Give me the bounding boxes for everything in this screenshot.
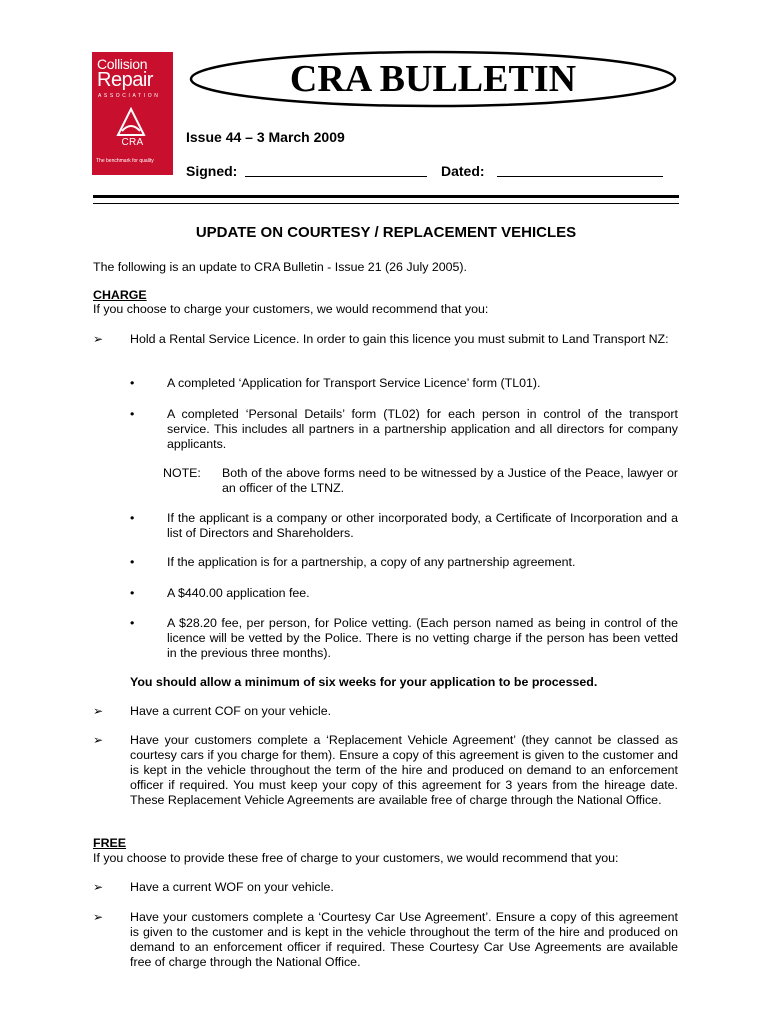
bullet-icon: • bbox=[130, 407, 135, 421]
bullet-icon: • bbox=[130, 376, 135, 390]
arrow-bullet-icon: ➢ bbox=[93, 332, 104, 346]
charge-sub-1: A completed ‘Application for Transport Service Licence’ form (TL01). bbox=[167, 376, 541, 390]
dated-label: Dated: bbox=[441, 163, 485, 179]
charge-sub-6: A $28.20 fee, per person, for Police vetting. (Each person named as being in control of the licence will be vetted by the Police. There is no vetting charge if the person has been vetted in the previous three months). bbox=[167, 616, 678, 660]
logo-line-2: Repair bbox=[97, 69, 153, 91]
charge-sub-5: A $440.00 application fee. bbox=[167, 586, 310, 600]
triangle-logo-icon bbox=[116, 107, 146, 137]
bullet-icon: • bbox=[130, 555, 135, 569]
free-item-1: Have a current WOF on your vehicle. bbox=[130, 880, 334, 894]
charge-sub-3: If the applicant is a company or other incorporated body, a Certificate of Incorporation and a list of Directors and Shareholders. bbox=[167, 511, 678, 540]
signed-label: Signed: bbox=[186, 163, 238, 179]
free-heading: FREE bbox=[93, 836, 127, 850]
logo-tagline: The benchmark for quality bbox=[96, 158, 154, 164]
charge-item-1: Hold a Rental Service Licence. In order to gain this licence you must submit to Land Transport NZ: bbox=[130, 332, 669, 346]
charge-lead: If you choose to charge your customers, we would recommend that you: bbox=[93, 302, 489, 316]
bullet-icon: • bbox=[130, 616, 135, 630]
arrow-bullet-icon: ➢ bbox=[93, 880, 104, 894]
bulletin-title: CRA BULLETIN bbox=[289, 58, 577, 100]
bullet-icon: • bbox=[130, 586, 135, 600]
signed-field[interactable] bbox=[245, 176, 427, 177]
charge-heading: CHARGE bbox=[93, 288, 147, 302]
charge-sub-4: If the application is for a partnership, a copy of any partnership agreement. bbox=[167, 555, 576, 569]
arrow-bullet-icon: ➢ bbox=[93, 733, 104, 747]
section-heading: UPDATE ON COURTESY / REPLACEMENT VEHICLES bbox=[195, 224, 577, 241]
note-label: NOTE: bbox=[163, 466, 201, 480]
logo-abbr: CRA bbox=[121, 137, 144, 148]
charge-item-2: Have a current COF on your vehicle. bbox=[130, 704, 332, 718]
cra-logo bbox=[92, 52, 173, 175]
logo-line-1: Collision bbox=[97, 56, 148, 72]
issue-line: Issue 44 – 3 March 2009 bbox=[186, 129, 345, 145]
charge-sub-2: A completed ‘Personal Details’ form (TL02) for each person in control of the transport service. This includes all partners in a partnership application and all directors for company applicants. bbox=[167, 407, 678, 451]
processing-note: You should allow a minimum of six weeks for your application to be processed. bbox=[130, 675, 598, 689]
logo-line-3: ASSOCIATION bbox=[98, 93, 161, 99]
dated-field[interactable] bbox=[497, 176, 663, 177]
divider-thick bbox=[93, 195, 679, 198]
bullet-icon: • bbox=[130, 511, 135, 525]
note-text: Both of the above forms need to be witnessed by a Justice of the Peace, lawyer or an officer of the LTNZ. bbox=[222, 466, 678, 495]
free-item-2: Have your customers complete a ‘Courtesy Car Use Agreement’. Ensure a copy of this agreement is given to the customer and is kept in the vehicle throughout the term of the hire and produced on demand to an enforcement officer if required. These Courtesy Car Use Agreements are available free of charge through the National Office. bbox=[130, 910, 678, 969]
charge-item-3: Have your customers complete a ‘Replacement Vehicle Agreement’ (they cannot be classed as courtesy cars if you charge for them). Ensure a copy of this agreement is given to the customer and is kept in the vehicle throughout the term of the hire and produced on demand to an enforcement officer if required. You must keep your copy of this agreement for 3 years from the hireage date. These Replacement Vehicle Agreements are available free of charge through the National Office. bbox=[130, 733, 678, 807]
arrow-bullet-icon: ➢ bbox=[93, 910, 104, 924]
arrow-bullet-icon: ➢ bbox=[93, 704, 104, 718]
divider-thin bbox=[93, 203, 679, 204]
intro-text: The following is an update to CRA Bulletin - Issue 21 (26 July 2005). bbox=[93, 260, 467, 274]
free-lead: If you choose to provide these free of charge to your customers, we would recommend that you: bbox=[93, 851, 619, 865]
